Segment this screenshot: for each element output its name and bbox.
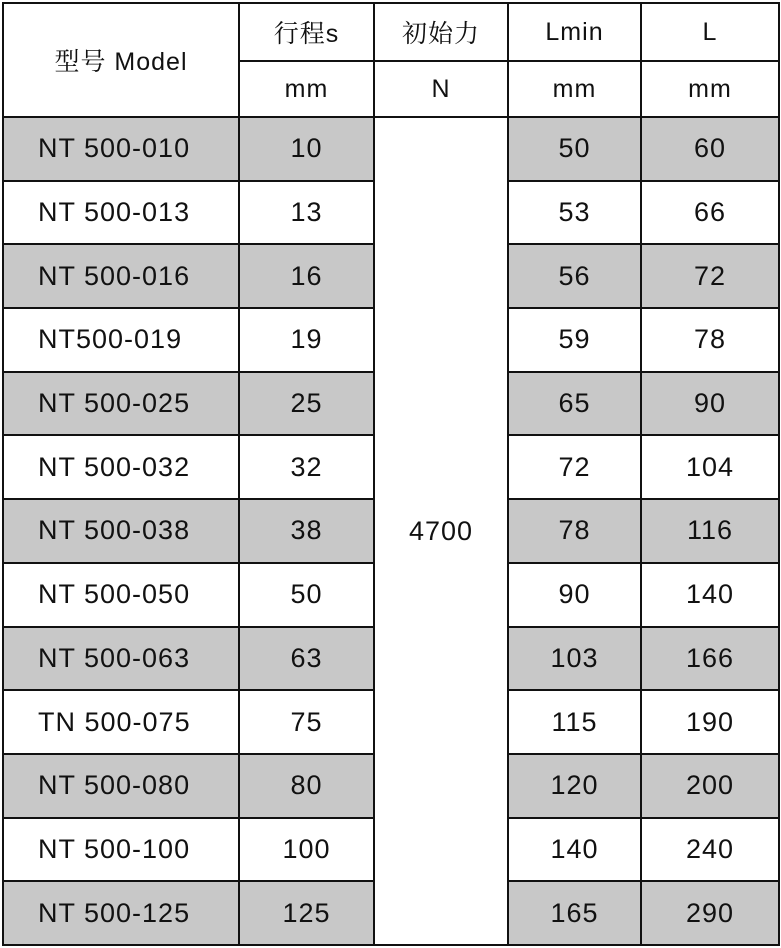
cell-l: 90 [641, 372, 779, 436]
cell-model: NT 500-063 [3, 627, 239, 691]
cell-l: 116 [641, 499, 779, 563]
cell-stroke: 19 [239, 308, 374, 372]
header-stroke: 行程s [239, 3, 374, 61]
cell-model: NT 500-025 [3, 372, 239, 436]
cell-stroke: 38 [239, 499, 374, 563]
cell-lmin: 140 [508, 818, 641, 882]
table-body [3, 117, 779, 945]
table-row [3, 117, 779, 181]
cell-l: 72 [641, 244, 779, 308]
cell-l: 60 [641, 117, 779, 181]
cell-l: 240 [641, 818, 779, 882]
cell-model: TN 500-075 [3, 690, 239, 754]
cell-lmin: 50 [508, 117, 641, 181]
cell-stroke: 25 [239, 372, 374, 436]
cell-lmin: 90 [508, 563, 641, 627]
cell-stroke: 75 [239, 690, 374, 754]
cell-model: NT 500-125 [3, 881, 239, 945]
unit-stroke: mm [239, 61, 374, 117]
cell-stroke: 63 [239, 627, 374, 691]
header-lmin: Lmin [508, 3, 641, 61]
cell-force: 4700 [374, 117, 508, 945]
cell-lmin: 65 [508, 372, 641, 436]
cell-l: 104 [641, 435, 779, 499]
table-header [3, 3, 779, 117]
unit-lmin: mm [508, 61, 641, 117]
cell-stroke: 125 [239, 881, 374, 945]
cell-model: NT 500-050 [3, 563, 239, 627]
cell-lmin: 120 [508, 754, 641, 818]
cell-stroke: 80 [239, 754, 374, 818]
unit-l: mm [641, 61, 779, 117]
cell-model: NT 500-016 [3, 244, 239, 308]
cell-model: NT 500-038 [3, 499, 239, 563]
cell-stroke: 100 [239, 818, 374, 882]
cell-l: 140 [641, 563, 779, 627]
cell-lmin: 165 [508, 881, 641, 945]
header-model: 型号 Model [3, 3, 239, 117]
cell-l: 166 [641, 627, 779, 691]
cell-lmin: 72 [508, 435, 641, 499]
cell-stroke: 32 [239, 435, 374, 499]
cell-model: NT 500-013 [3, 181, 239, 245]
cell-model: NT 500-010 [3, 117, 239, 181]
cell-l: 190 [641, 690, 779, 754]
cell-lmin: 56 [508, 244, 641, 308]
cell-lmin: 103 [508, 627, 641, 691]
cell-stroke: 13 [239, 181, 374, 245]
header-l: L [641, 3, 779, 61]
cell-l: 78 [641, 308, 779, 372]
cell-lmin: 115 [508, 690, 641, 754]
cell-stroke: 50 [239, 563, 374, 627]
cell-lmin: 59 [508, 308, 641, 372]
header-row-titles [3, 3, 779, 61]
cell-l: 290 [641, 881, 779, 945]
cell-l: 66 [641, 181, 779, 245]
unit-force: N [374, 61, 508, 117]
cell-lmin: 53 [508, 181, 641, 245]
cell-stroke: 10 [239, 117, 374, 181]
header-force: 初始力 [374, 3, 508, 61]
cell-model: NT 500-032 [3, 435, 239, 499]
cell-model: NT 500-100 [3, 818, 239, 882]
cell-model: NT 500-080 [3, 754, 239, 818]
cell-model: NT500-019 [3, 308, 239, 372]
cell-lmin: 78 [508, 499, 641, 563]
cell-stroke: 16 [239, 244, 374, 308]
spec-table [2, 2, 780, 946]
cell-l: 200 [641, 754, 779, 818]
